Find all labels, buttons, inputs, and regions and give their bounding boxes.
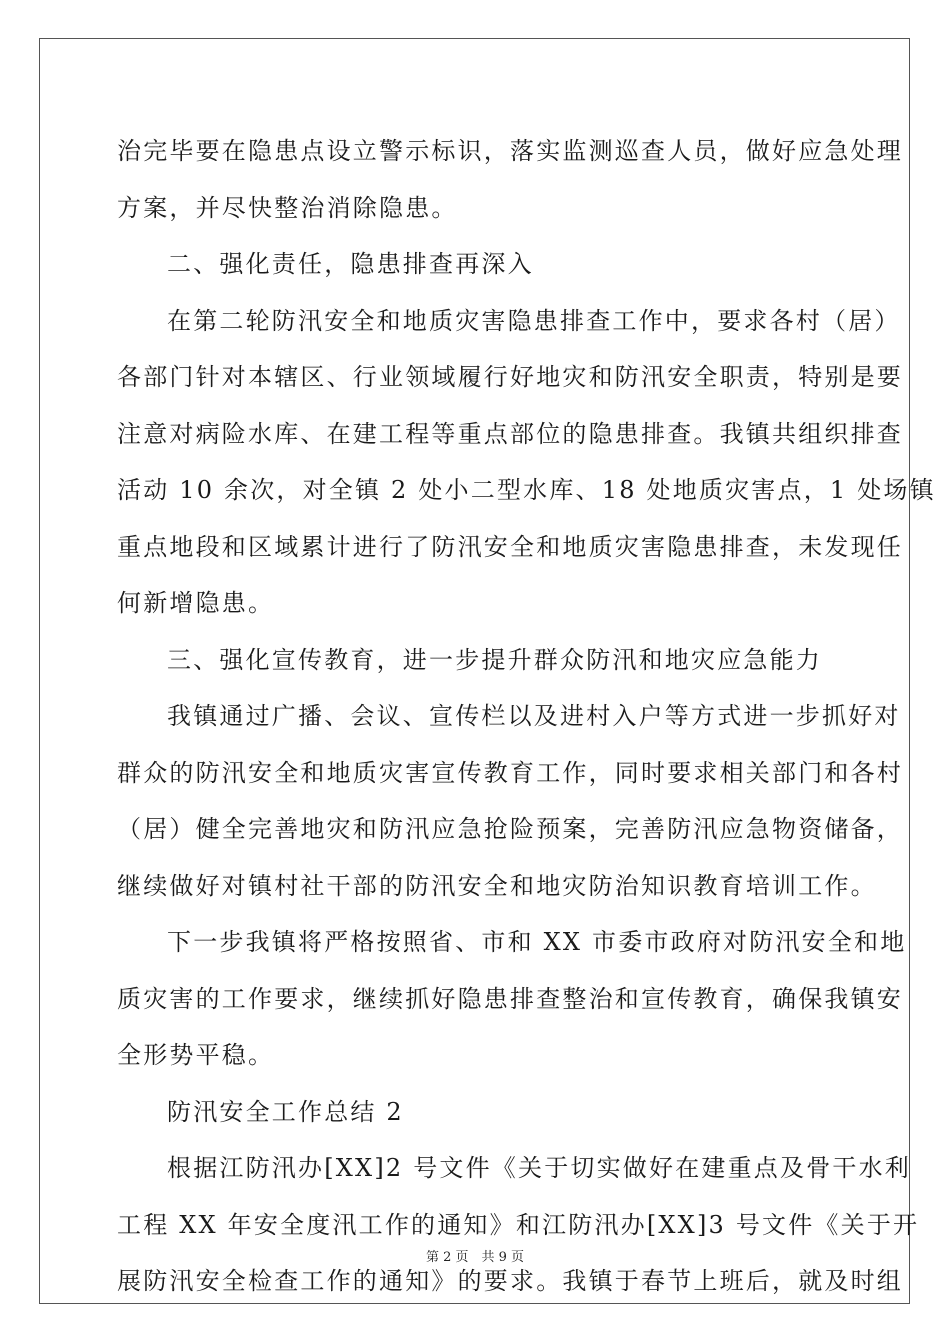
text-line: 质灾害的工作要求，继续抓好隐患排查整治和宣传教育，确保我镇安 (117, 984, 903, 1013)
text-line: 根据江防汛办[XX]2 号文件《关于切实做好在建重点及骨干水利 (167, 1154, 911, 1182)
text-line: 继续做好对镇村社干部的防汛安全和地灾防治知识教育培训工作。 (117, 871, 877, 900)
document-body (117, 123, 936, 1310)
text-line: 治完毕要在隐患点设立警示标识，落实监测巡查人员，做好应急处理 (117, 137, 903, 165)
text-line: 二、强化责任，隐患排查再深入 (167, 250, 534, 278)
text-line: 重点地段和区域累计进行了防汛安全和地质灾害隐患排查，未发现任 (117, 532, 903, 561)
text-line: 各部门针对本辖区、行业领域履行好地灾和防汛安全职责，特别是要 (117, 363, 903, 391)
text-line: 展防汛安全检查工作的通知》的要求。我镇于春节上班后，就及时组 (117, 1267, 903, 1295)
text-line: 全形势平稳。 (117, 1041, 275, 1069)
text-line: 三、强化宣传教育，进一步提升群众防汛和地灾应急能力 (167, 645, 822, 674)
text-line: 下一步我镇将严格按照省、市和 XX 市委市政府对防汛安全和地 (167, 928, 907, 956)
text-line: 我镇通过广播、会议、宣传栏以及进村入户等方式进一步抓好对 (167, 702, 901, 730)
text-line: （居）健全完善地灾和防汛应急抢险预案，完善防汛应急物资储备， (117, 815, 903, 843)
text-line: 方案，并尽快整治消除隐患。 (117, 193, 458, 222)
text-line: 注意对病险水库、在建工程等重点部位的隐患排查。我镇共组织排查 (117, 419, 903, 448)
page-number-footer: 第 2 页 共 9 页 (425, 1250, 525, 1265)
text-line: 活动 10 余次，对全镇 2 处小二型水库、18 处地质灾害点，1 处场镇 (117, 476, 936, 504)
text-line: 工程 XX 年安全度汛工作的通知》和江防汛办[XX]3 号文件《关于开 (117, 1210, 920, 1239)
text-line: 防汛安全工作总结 2 (167, 1097, 404, 1126)
text-line: 群众的防汛安全和地质灾害宣传教育工作，同时要求相关部门和各村 (117, 758, 903, 787)
text-line: 在第二轮防汛安全和地质灾害隐患排查工作中，要求各村（居） (167, 306, 901, 335)
text-line: 何新增隐患。 (117, 589, 275, 617)
